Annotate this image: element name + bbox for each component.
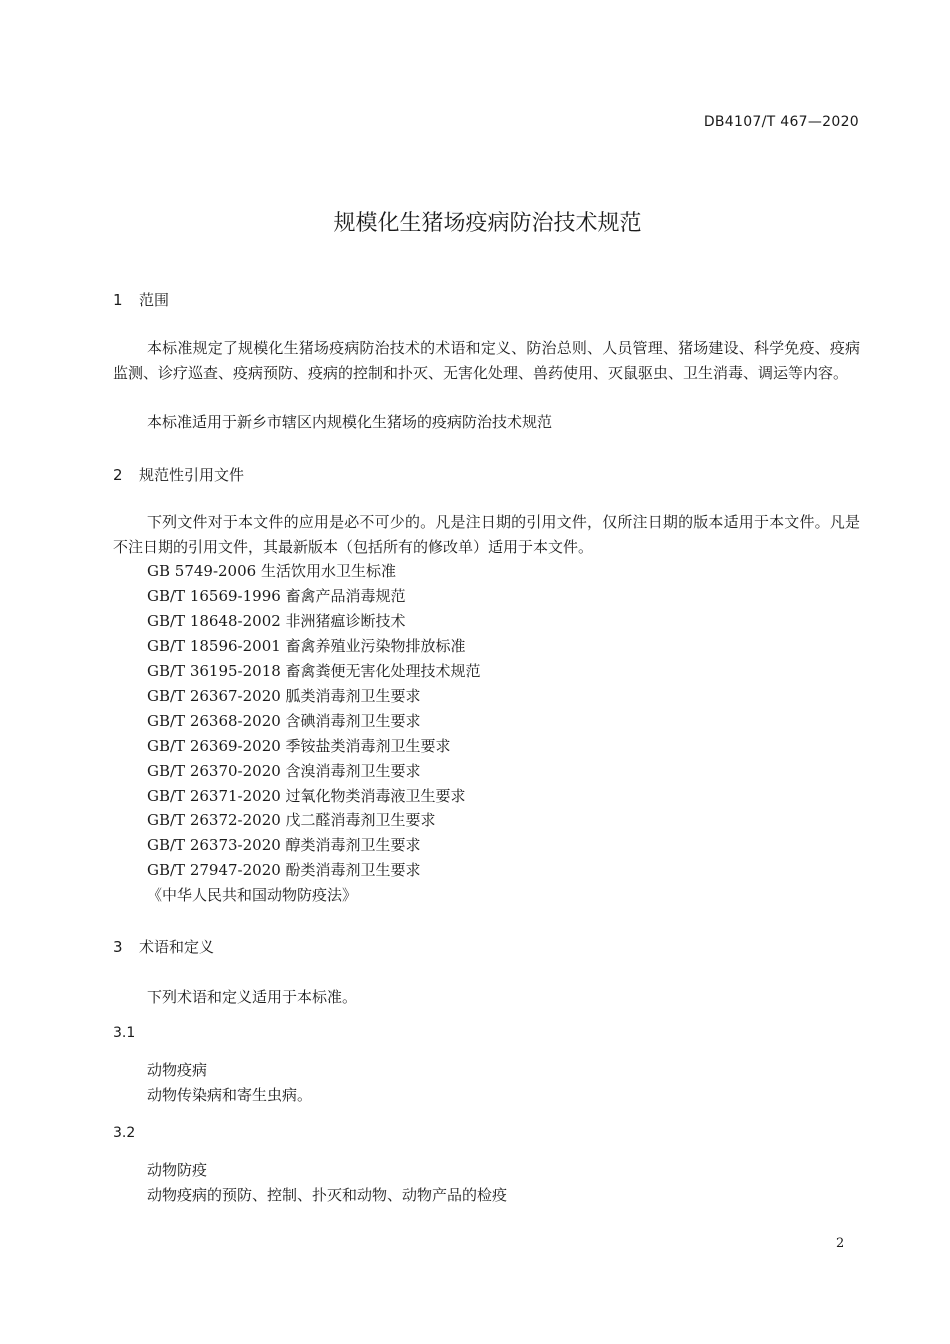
section-heading-references	[113, 464, 244, 485]
reference-item: GB/T 26371-2020 过氧化物类消毒液卫生要求	[147, 787, 466, 805]
section-title: 范围	[139, 291, 170, 309]
section-title: 规范性引用文件	[139, 466, 245, 484]
scope-paragraph-2: 本标准适用于新乡市辖区内规模化生猪场的疫病防治技术规范	[147, 413, 553, 431]
reference-item: GB/T 18596-2001 畜禽养殖业污染物排放标准	[147, 637, 466, 655]
reference-item: GB/T 26369-2020 季铵盐类消毒剂卫生要求	[147, 737, 451, 755]
reference-item: GB/T 26367-2020 胍类消毒剂卫生要求	[147, 687, 421, 705]
reference-item: GB/T 18648-2002 非洲猪瘟诊断技术	[147, 612, 406, 630]
section-heading-terms	[113, 936, 214, 957]
section-number: 1	[113, 291, 123, 309]
terms-intro: 下列术语和定义适用于本标准。	[147, 988, 358, 1006]
reference-item: GB/T 27947-2020 酚类消毒剂卫生要求	[147, 861, 421, 879]
document-code: DB4107/T 467—2020	[703, 114, 859, 130]
term-definition: 动物传染病和寄生虫病。	[147, 1086, 313, 1104]
references-intro: 下列文件对于本文件的应用是必不可少的。凡是注日期的引用文件，仅所注日期的版本适用于本文件。凡是不注日期的引用文件，其最新版本（包括所有的修改单）适用于本文件。	[113, 513, 860, 556]
reference-item: GB 5749-2006 生活饮用水卫生标准	[147, 562, 396, 580]
section-number: 2	[113, 466, 123, 484]
reference-item: GB/T 26373-2020 醇类消毒剂卫生要求	[147, 836, 421, 854]
term-number: 3.2	[113, 1125, 136, 1141]
reference-item: GB/T 26372-2020 戊二醛消毒剂卫生要求	[147, 811, 436, 829]
reference-item: GB/T 16569-1996 畜禽产品消毒规范	[147, 587, 406, 605]
term-name: 动物防疫	[147, 1161, 208, 1179]
reference-item: GB/T 26368-2020 含碘消毒剂卫生要求	[147, 712, 421, 730]
document-title: 规模化生猪场疫病防治技术规范	[333, 211, 642, 236]
reference-item: GB/T 36195-2018 畜禽粪便无害化处理技术规范	[147, 662, 481, 680]
term-name: 动物疫病	[147, 1061, 208, 1079]
term-definition: 动物疫病的预防、控制、扑灭和动物、动物产品的检疫	[147, 1186, 508, 1204]
reference-item: 《中华人民共和国动物防疫法》	[147, 886, 358, 904]
section-title: 术语和定义	[139, 938, 215, 956]
section-heading-scope	[113, 289, 169, 310]
term-number: 3.1	[113, 1025, 136, 1041]
scope-paragraph-1: 本标准规定了规模化生猪场疫病防治技术的术语和定义、防治总则、人员管理、猪场建设、科学免疫、疫病监测、诊疗巡查、疫病预防、疫病的控制和扑灭、无害化处理、兽药使用、灭鼠驱虫、卫生消毒、调运等内容。	[113, 339, 860, 382]
reference-item: GB/T 26370-2020 含溴消毒剂卫生要求	[147, 762, 421, 780]
page-number: 2	[836, 1236, 845, 1251]
section-number: 3	[113, 938, 123, 956]
